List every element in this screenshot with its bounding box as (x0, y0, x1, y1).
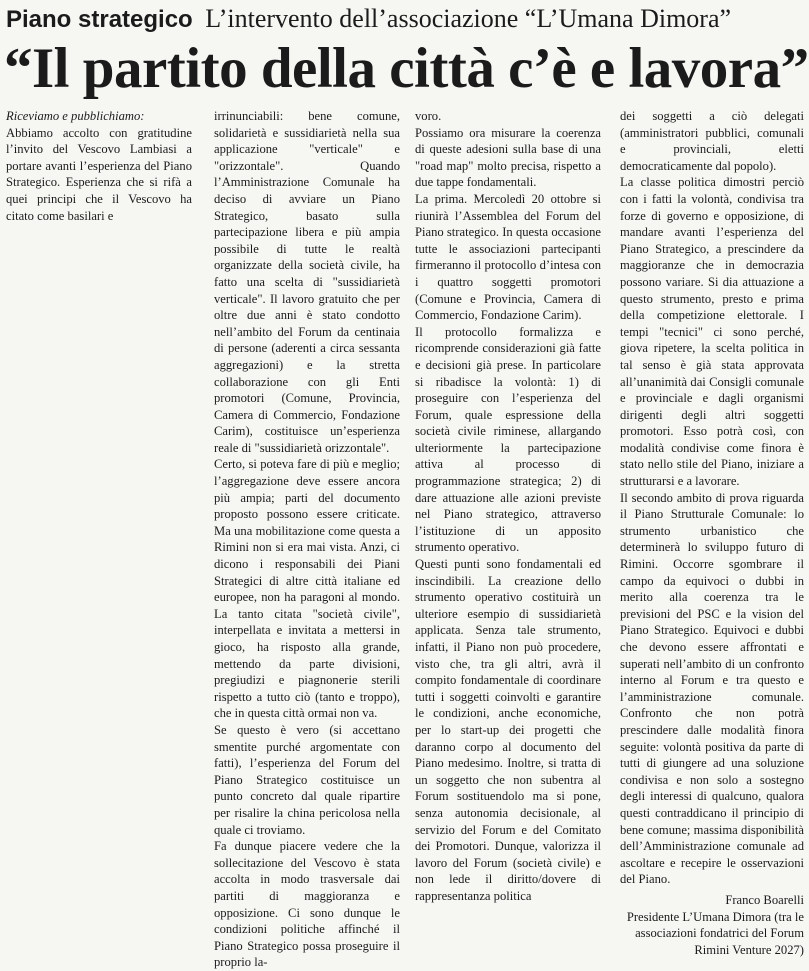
signature-role: Presidente L’Umana Dimora (tra le associazioni fondatrici del Forum Rimini Venture 2027) (626, 909, 804, 957)
headline: “Il partito della città c’è e lavora” (4, 37, 809, 100)
column-1 (6, 108, 192, 824)
paragraph: dei soggetti a ciò delegati (amministratori pubblici, comunali e provinciali, eletti democraticamente dal popolo). (620, 109, 804, 173)
paragraph: irrinunciabili: bene comune, solidarietà e sussidiarietà nella sua applicazione "verticale" e "orizzontale". Quando l’Amministrazione Comunale ha deciso di avviare un Piano Strategico, basato sulla partecipazione libera e più ampia possibile di tutte le realtà organizzate della società civile, ha fatto una scelta di "sussidiarietà verticale". Il lavoro gratuito che per oltre due anni è stato condotto nell’ambito del Forum da centinaia di persone (aderenti a circa sessanta aggregazioni) e la stretta collaborazione con gli Enti promotori (Comune, Provincia, Camera di Commercio, Fondazione Carim), costituisce un’esperienza reale di "sussidiarietà orizzontale". (214, 109, 400, 455)
paragraph: Il protocollo formalizza e ricomprende considerazioni già fatte e decisioni già prese. In particolare si ribadisce la volontà: 1) di proseguire con l’esperienza del Forum, quale espressione della società civile riminese, allargando ulteriormente la partecipazione attiva al processo di programmazione strategica; 2) di dare attuazione alle azioni previste nel Piano strategico, attraverso l’istituzione di un apposito strumento operativo. (415, 324, 601, 555)
section-label: Piano strategico (6, 6, 193, 33)
paragraph: Abbiamo accolto con gratitudine l’invito del Vescovo Lambiasi a portare avanti l’esperienza del Piano Strategico. Esperienza che si rifà a quei principi che il Vescovo ha citato come basilari e (6, 125, 192, 223)
kicker-line (6, 2, 806, 36)
paragraph: La classe politica dimostri perciò con i fatti la volontà, condivisa tra forze di governo e opposizione, di mandare avanti l’esperienza del Piano Strategico, a prescindere da maggioranze che in democrazia possono variare. Si dia attuazione a questo strumento, presto e prima della competizione elettorale. I tempi "tecnici" ci sono perché, giova ripetere, la scelta politica in tal senso è già stata approvata all’unanimità dai Consigli comunale e provinciale e dagli organismi dirigenti degli altri soggetti promotori. Esso potrà così, con modalità condivise come finora è stato nello stile del Piano, iniziare a strutturarsi e a lavorare. (620, 175, 804, 489)
paragraph: voro. (415, 109, 442, 123)
paragraph: Se questo è vero (si accettano smentite purché argomentate con fatti), l’esperienza del Forum del Piano Strategico costituisce un punto concreto dal quale ripartire per risalire la china pericolosa nella quale ci troviamo. (214, 722, 400, 837)
paragraph: Questi punti sono fondamentali ed inscindibili. La creazione dello strumento operativo costituirà un ulteriore esempio di sussidiarietà applicata. Senza tale strumento, infatti, il Piano non può procedere, visto che, tra gli altri, avrà il compito fondamentale di coordinare tutti i soggetti coinvolti e garantire le condizioni, anche economiche, per lo start-up dei progetti che daranno corpo al documento del Piano medesimo. Inoltre, si tratta di un soggetto che non subentra al Forum sostituendolo ma si pone, senza autonomia decisionale, al servizio del Forum e del Comitato dei Promotori. Dunque, valorizza il lavoro del Forum (società civile) e non lede il diritto/dovere di rappresentanza politica (415, 557, 601, 903)
article-subtitle: L’intervento dell’associazione “L’Umana Dimora” (205, 4, 732, 33)
paragraph: Certo, si poteva fare di più e meglio; l’aggregazione deve essere ancora più ampia; parti del documento proposto possono essere criticate. Ma una mobilitazione come questa a Rimini non si era mai vista. Anzi, ci dicono i responsabili dei Piani Strategici di altre città italiane ed europee, non ha paragoni al mondo. La tanto citata "società civile", interpellata e invitata a mettersi in gioco, ha risposto alla grande, mettendo da parte divisioni, pregiudizi e piagnonerie sterili rispetto a tutto ciò (tanto e troppo), che in questa città ormai non va. (214, 457, 400, 721)
paragraph: La prima. Mercoledì 20 ottobre si riunirà l’Assemblea del Forum del Piano strategico. In questa occasione tutte le associazioni partecipanti firmeranno il protocollo d’intesa con i quattro soggetti promotori (Comune e Provincia, Camera di Commercio, Fondazione Carim). (415, 191, 601, 323)
paragraph: Possiamo ora misurare la coerenza di queste adesioni sulla base di una "road map" molto precisa, rispetto a due tappe fondamentali. (415, 125, 601, 190)
paragraph: Fa dunque piacere vedere che la sollecitazione del Vescovo è stata accolta in modo trasversale dai partiti di maggioranza e opposizione. Ci sono dunque le condizioni politiche affinché il Piano Strategico possa proseguire il proprio la- (214, 839, 400, 970)
signature-name: Franco Boarelli (725, 892, 804, 907)
lead-label: Riceviamo e pubblichiamo: (6, 109, 145, 123)
paragraph: Il secondo ambito di prova riguarda il Piano Strutturale Comunale: lo strumento urbanistico che determinerà lo sviluppo futuro di Rimini. Occorre sgombrare il campo da equivoci o dubbi in merito alla coerenza tra le previsioni del PSC e la vision del Piano Strategico. Equivoci e dubbi che devono essere affrontati e superati nell’ambito di un confronto interno al Forum e tra questo e l’amministrazione comunale. Confronto che non potrà prescindere dalle modalità finora seguite: volontà positiva da parte di tutti di giungere ad una soluzione condivisa e non solo a sostegno degli interessi di qualcuno, qualora questi contraddicano il principio di bene comune; massima disponibilità dell’Amministrazione comunale ad ascoltare e recepire le osservazioni del Piano. (620, 490, 804, 887)
column-4 (620, 108, 804, 957)
column-2 (214, 108, 400, 970)
column-3 (415, 108, 601, 903)
signature (620, 892, 804, 958)
